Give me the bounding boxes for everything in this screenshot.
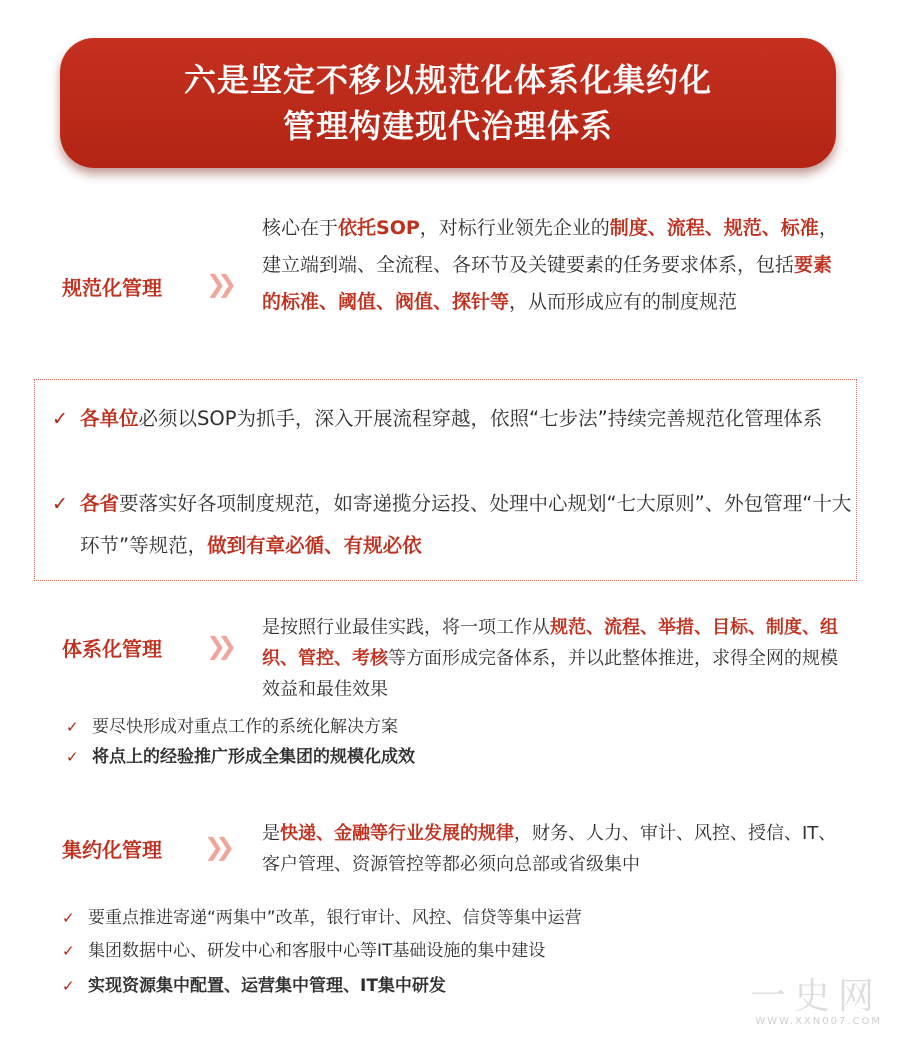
section-label-systematization: 体系化管理 xyxy=(62,637,162,661)
watermark-url: WWW.XXN007.COM xyxy=(755,1016,882,1027)
box-item-provinces: ✓ 各省要落实好各项制度规范，如寄递揽分运投、处理中心规划“七大原则”、外包管理“十大环节”等规范，做到有章必循、有规必依 xyxy=(52,483,852,567)
section-desc-standardization: 核心在于依托SOP，对标行业领先企业的制度、流程、规范、标准，建立端到端、全流程、各环节及关键要素的任务要求体系，包括要素的标准、阈值、阀值、探针等，从而形成应有的制度规范 xyxy=(262,217,838,313)
list-item: ✓ 集团数据中心、研发中心和客服中心等IT基础设施的集中建设 xyxy=(62,936,842,966)
double-chevron-right-icon: ❯❯ xyxy=(206,270,229,298)
list-item: ✓ 实现资源集中配置、运营集中管理、IT集中研发 xyxy=(62,971,842,1001)
check-icon: ✓ xyxy=(66,718,79,736)
check-icon: ✓ xyxy=(52,493,68,515)
double-chevron-right-icon: ❯❯ xyxy=(206,632,229,660)
check-icon: ✓ xyxy=(62,977,75,995)
section-desc-systematization: 是按照行业最佳实践，将一项工作从规范、流程、举措、目标、制度、组织、管控、考核等方面形成完备体系，并以此整体推进，求得全网的规模效益和最佳效果 xyxy=(262,617,838,700)
section-label-intensification: 集约化管理 xyxy=(62,838,162,862)
title-line-2: 管理构建现代治理体系 xyxy=(282,107,613,145)
box-item-units: ✓ 各单位必须以SOP为抓手，深入开展流程穿越，依照“七步法”持续完善规范化管理体系 xyxy=(52,398,852,440)
check-icon: ✓ xyxy=(66,748,79,766)
watermark xyxy=(750,978,882,1027)
list-item: ✓ 将点上的经验推广形成全集团的规模化成效 xyxy=(66,742,846,772)
watermark-logo: 一史网 xyxy=(749,976,882,1017)
check-icon: ✓ xyxy=(52,408,68,430)
section-desc-intensification: 是快递、金融等行业发展的规律，财务、人力、审计、风控、授信、IT、客户管理、资源管控等都必须向总部或省级集中 xyxy=(262,823,837,875)
title-line-1: 六是坚定不移以规范化体系化集约化 xyxy=(183,61,712,99)
check-icon: ✓ xyxy=(62,942,75,960)
list-item: ✓ 要尽快形成对重点工作的系统化解决方案 xyxy=(66,712,846,742)
section-label-standardization: 规范化管理 xyxy=(62,276,162,300)
double-chevron-right-icon: ❯❯ xyxy=(204,833,227,861)
list-item: ✓ 要重点推进寄递“两集中”改革，银行审计、风控、信贷等集中运营 xyxy=(62,903,842,933)
check-icon: ✓ xyxy=(62,909,75,927)
title-banner xyxy=(60,38,836,168)
